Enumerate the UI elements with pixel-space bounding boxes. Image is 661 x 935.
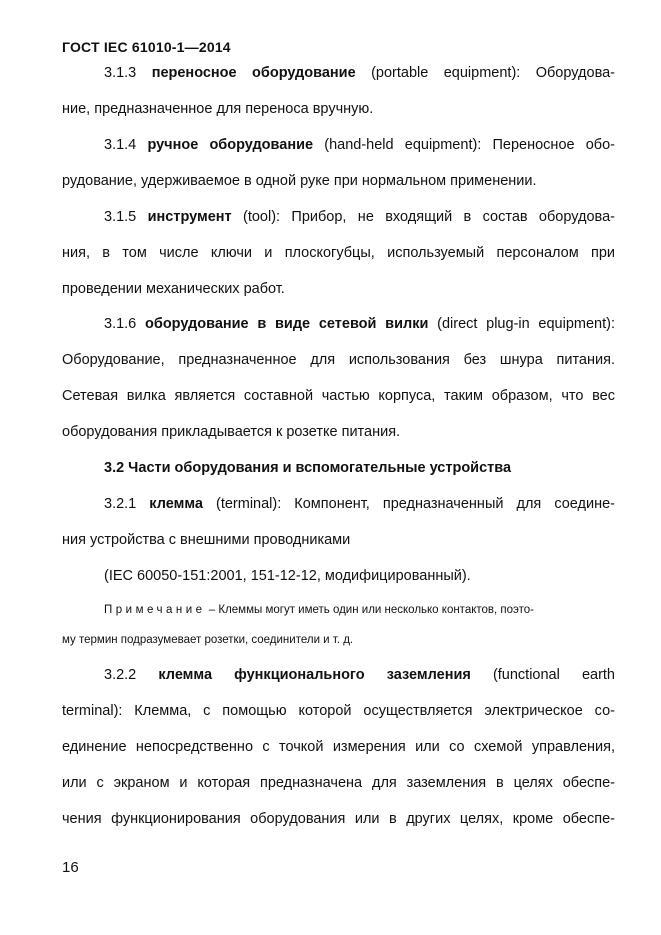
text-line: оборудования прикладывается к розетке питания. [62, 424, 401, 440]
text-line: terminal): Клемма, с помощью которой осуществляется электрическое со- [62, 703, 615, 719]
term-definition: (direct plug-in equipment): [428, 316, 615, 332]
section-heading-3-2 [104, 458, 615, 478]
term-number: 3.1.5 [104, 209, 148, 225]
term-number: 3.1.3 [104, 65, 152, 81]
term-3-1-6 [104, 314, 615, 334]
term-3-1-4 [104, 135, 615, 155]
term-number: 3.1.4 [104, 137, 148, 153]
term-number: 3.1.6 [104, 316, 145, 332]
term-3-2-1 [104, 494, 615, 514]
term-definition: (terminal): Компонент, предназначенный для соедине- [202, 496, 615, 512]
text-line: или с экраном и которая предназначена для заземления в целях обеспе- [62, 775, 615, 791]
text-line: ние, предназначенное для переноса вручную. [62, 101, 374, 117]
text-line: чения функционирования оборудования или в других целях, кроме обеспе- [62, 811, 615, 827]
note-text-line: му термин подразумевает розетки, соединители и т. д. [62, 634, 354, 646]
note-label: Примечание [104, 604, 206, 616]
term-name: ручное оборудование [147, 137, 314, 153]
term-definition: (hand-held equipment): Переносное обо- [313, 137, 616, 153]
term-3-2-2 [104, 665, 615, 685]
term-name: оборудование в виде сетевой вилки [145, 316, 429, 332]
term-name: клемма функционального заземления [158, 667, 471, 683]
text-line: проведении механических работ. [62, 281, 285, 297]
term-definition: (portable equipment): Оборудова- [355, 65, 615, 81]
term-name: инструмент [147, 209, 232, 225]
text-line: Оборудование, предназначенное для использования без шнура питания. [62, 352, 615, 368]
term-definition: (tool): Прибор, не входящий в состав оборудова- [231, 209, 615, 225]
text-line: единение непосредственно с точкой измерения или со схемой управления, [62, 739, 615, 755]
note [104, 600, 615, 620]
term-name: клемма [149, 496, 203, 512]
text-line: ния, в том числе ключи и плоскогубцы, используемый персоналом при [62, 245, 615, 261]
term-definition: (functional earth [470, 667, 615, 683]
term-number: 3.2.1 [104, 496, 150, 512]
note-text: – Клеммы могут иметь один или несколько контактов, поэто- [205, 604, 535, 616]
text-line: Сетевая вилка является составной частью корпуса, таким образом, что вес [62, 388, 615, 404]
term-name: переносное оборудование [151, 65, 356, 81]
term-3-1-3 [104, 63, 615, 83]
text-line: рудование, удерживаемое в одной руке при нормальном применении. [62, 173, 537, 189]
document-header: ГОСТ IEC 61010-1—2014 [62, 39, 231, 55]
term-3-1-5 [104, 207, 615, 227]
section-title: 3.2 Части оборудования и вспомогательные устройства [104, 460, 512, 476]
source-reference: (IEC 60050-151:2001, 151-12-12, модифицированный). [104, 568, 471, 584]
page-number: 16 [62, 859, 79, 876]
term-number: 3.2.2 [104, 667, 159, 683]
text-line: ния устройства с внешними проводниками [62, 532, 351, 548]
